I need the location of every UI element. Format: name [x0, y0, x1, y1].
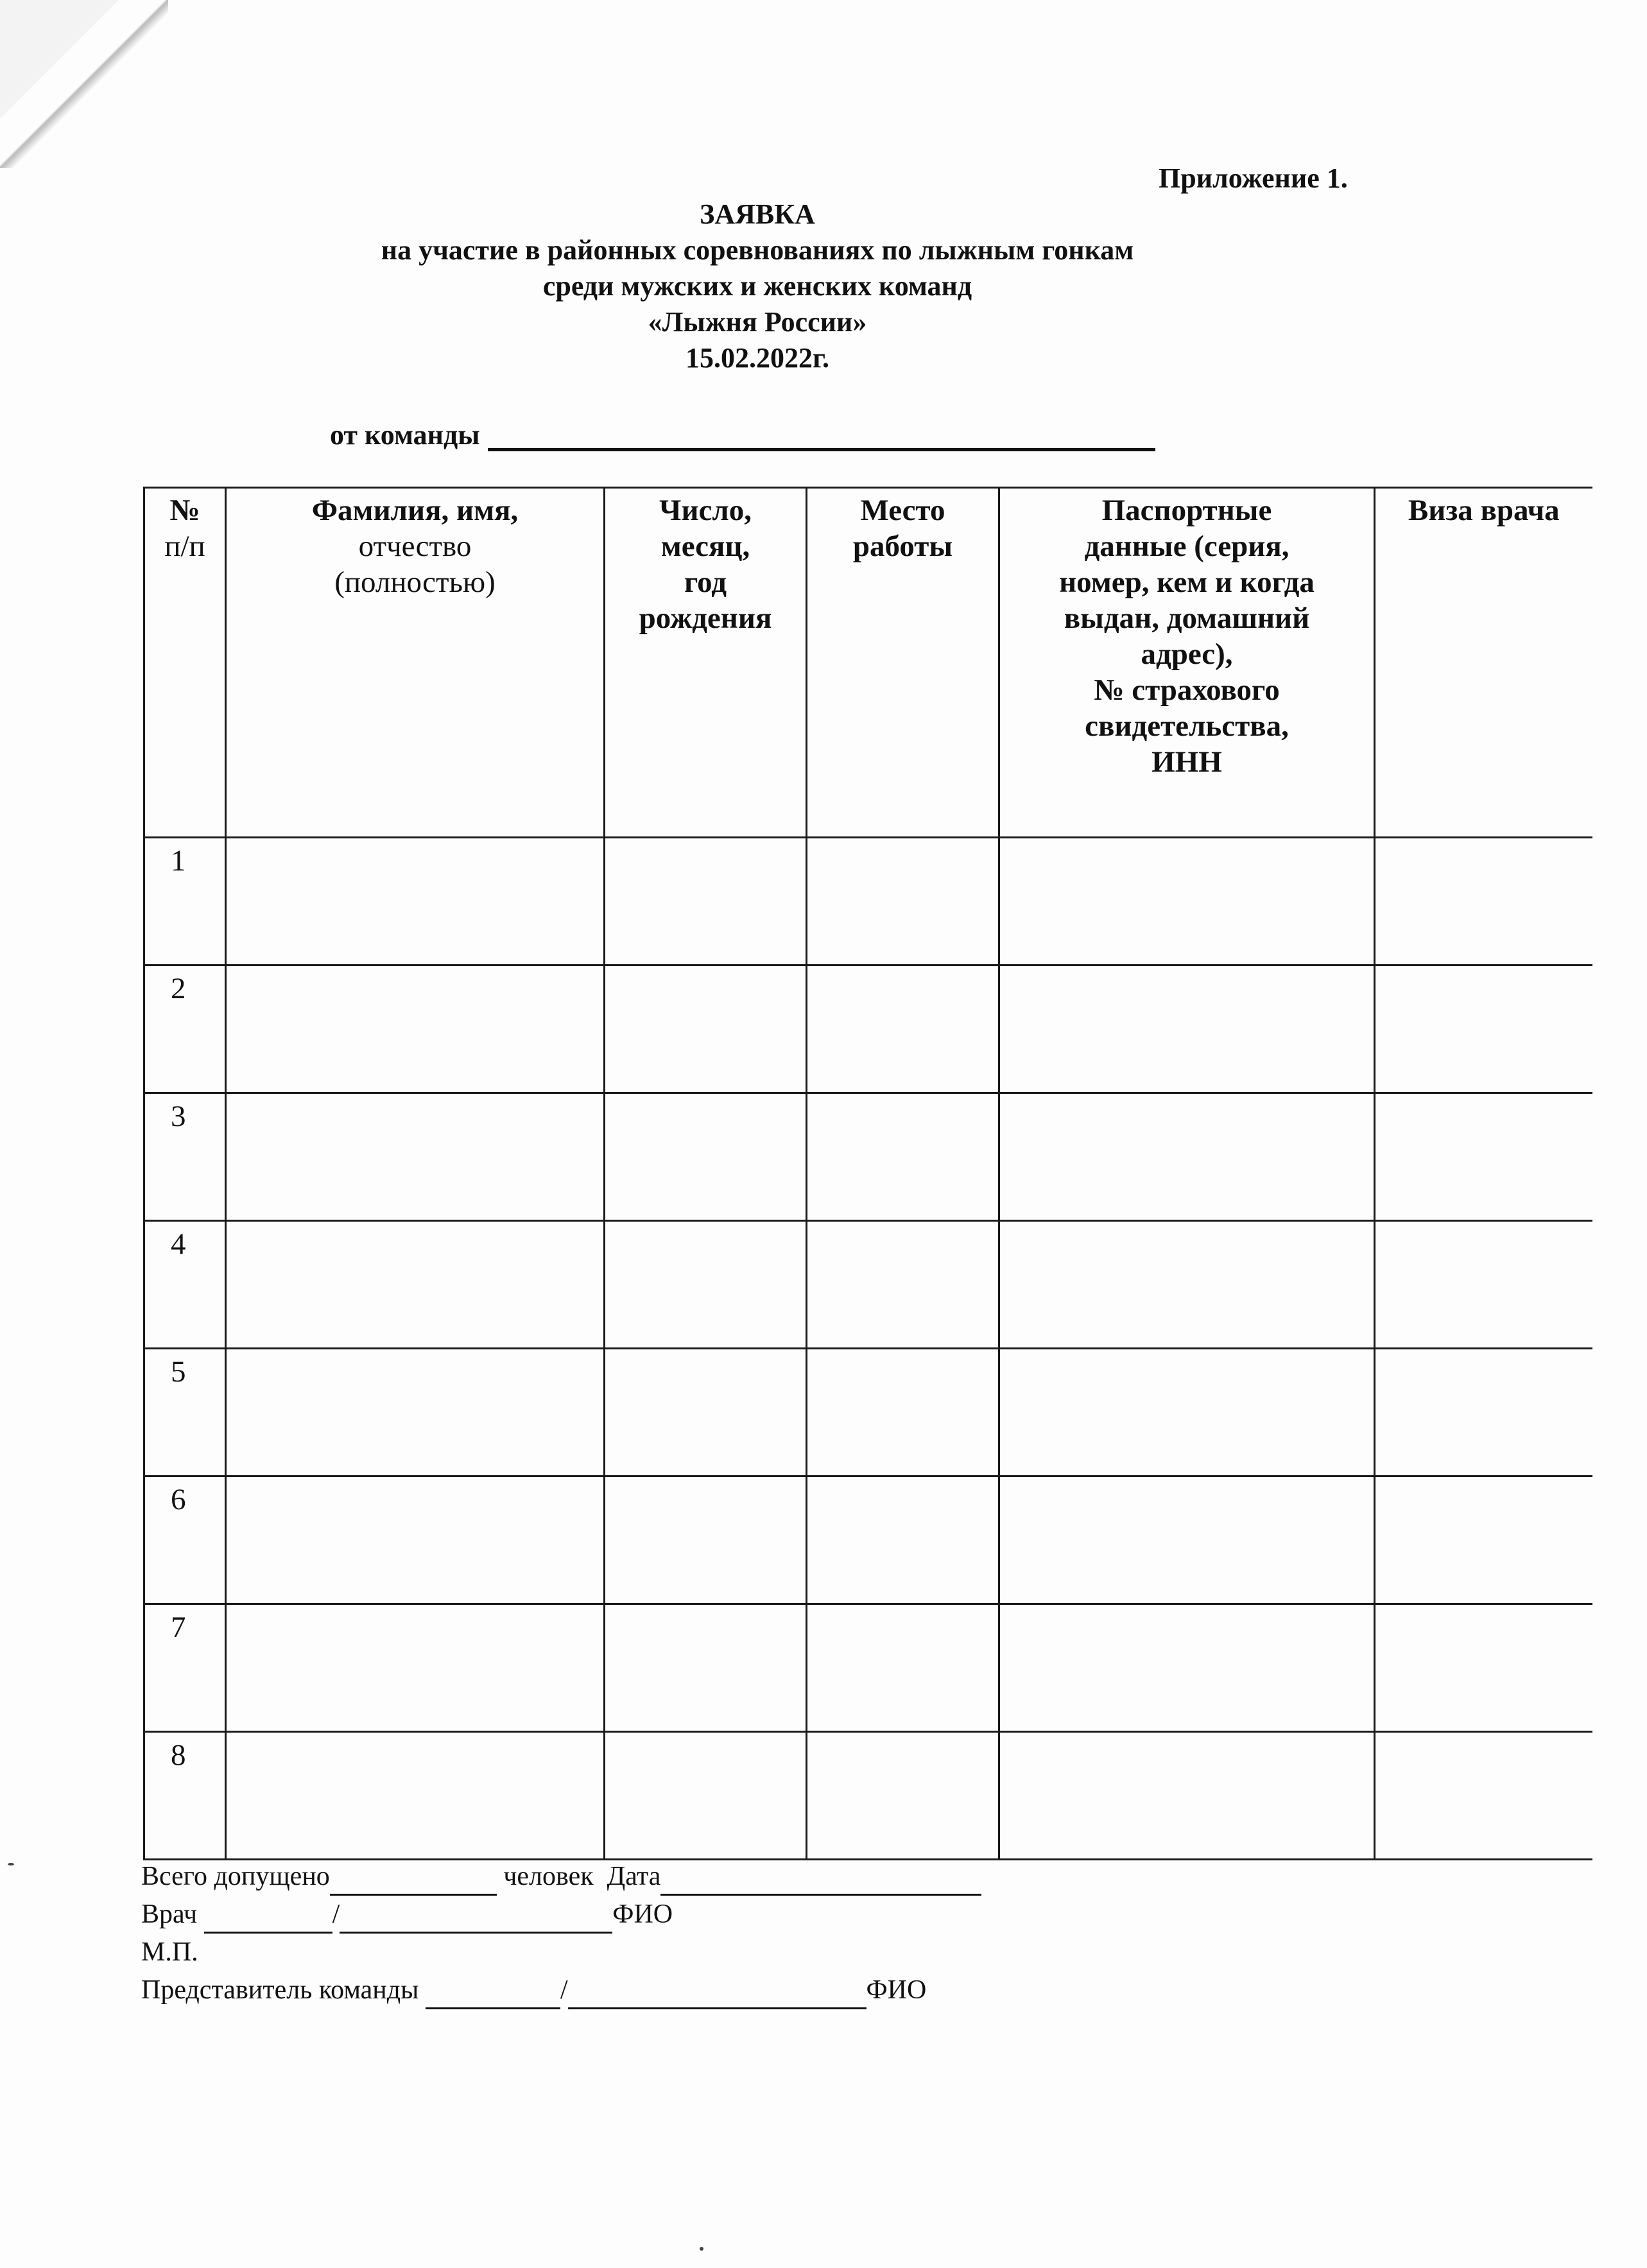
header-birth-line-3: год	[684, 566, 727, 599]
cell-birth-date[interactable]	[605, 838, 807, 965]
slash: /	[560, 1975, 568, 2005]
cell-doctor-visa[interactable]	[1375, 1604, 1592, 1732]
cell-workplace[interactable]	[807, 1476, 999, 1604]
document-title: ЗАЯВКА	[700, 198, 815, 230]
row-number: 8	[144, 1732, 226, 1860]
stamp-label: М.П.	[141, 1937, 198, 1967]
team-label: от команды	[330, 419, 480, 451]
row-number: 1	[144, 838, 226, 965]
table-row	[144, 965, 1592, 1093]
cell-doctor-visa[interactable]	[1375, 1476, 1592, 1604]
fio-label-2: ФИО	[866, 1975, 927, 2005]
cell-name[interactable]	[226, 1732, 605, 1860]
subtitle-line-3: «Лыжня России»	[648, 306, 867, 338]
title-block	[237, 196, 1277, 376]
team-line	[330, 419, 1155, 451]
cell-birth-date[interactable]	[605, 1221, 807, 1349]
header-birth-line-1: Число,	[659, 494, 752, 527]
table-row	[144, 1221, 1592, 1349]
fio-label: ФИО	[612, 1900, 673, 1929]
header-workplace	[807, 488, 999, 838]
cell-doctor-visa[interactable]	[1375, 1093, 1592, 1221]
footer-representative-line	[141, 1971, 981, 2009]
cell-birth-date[interactable]	[605, 1604, 807, 1732]
cell-passport[interactable]	[999, 965, 1375, 1093]
header-passport-line-7: свидетельства,	[1085, 709, 1289, 743]
appendix-label: Приложение 1.	[1159, 162, 1348, 194]
cell-doctor-visa[interactable]	[1375, 838, 1592, 965]
table-row	[144, 1349, 1592, 1476]
header-birth-date	[605, 488, 807, 838]
cell-name[interactable]	[226, 1093, 605, 1221]
cell-workplace[interactable]	[807, 965, 999, 1093]
table-row	[144, 1093, 1592, 1221]
row-number: 3	[144, 1093, 226, 1221]
people-label: человек	[503, 1862, 594, 1891]
representative-signature-blank[interactable]	[426, 1986, 560, 2009]
row-number: 5	[144, 1349, 226, 1476]
header-passport-line-5: адрес),	[1141, 637, 1233, 671]
cell-workplace[interactable]	[807, 1349, 999, 1476]
admitted-count-blank[interactable]	[330, 1872, 497, 1896]
cell-passport[interactable]	[999, 1349, 1375, 1476]
cell-doctor-visa[interactable]	[1375, 1221, 1592, 1349]
table-row	[144, 1732, 1592, 1860]
row-number: 6	[144, 1476, 226, 1604]
cell-workplace[interactable]	[807, 1604, 999, 1732]
header-birth-line-2: месяц,	[660, 530, 750, 563]
cell-birth-date[interactable]	[605, 965, 807, 1093]
header-doctor-visa	[1375, 488, 1592, 838]
subtitle-line-1: на участие в районных соревнованиях по лыжным гонкам	[381, 234, 1134, 266]
date-blank[interactable]	[660, 1872, 981, 1896]
cell-doctor-visa[interactable]	[1375, 965, 1592, 1093]
cell-passport[interactable]	[999, 1604, 1375, 1732]
header-number	[144, 488, 226, 838]
scan-speck	[8, 1863, 14, 1865]
cell-workplace[interactable]	[807, 1093, 999, 1221]
cell-birth-date[interactable]	[605, 1349, 807, 1476]
header-passport-line-6: № страхового	[1094, 673, 1280, 707]
slash: /	[332, 1900, 340, 1929]
header-name-line-3: (полностью)	[334, 566, 496, 599]
cell-passport[interactable]	[999, 1093, 1375, 1221]
cell-passport[interactable]	[999, 1221, 1375, 1349]
table-header-row	[144, 488, 1592, 838]
header-passport-line-4: выдан, домашний	[1064, 602, 1310, 635]
admitted-label: Всего допущено	[141, 1862, 330, 1891]
header-number-line-1: №	[169, 494, 200, 527]
cell-name[interactable]	[226, 1221, 605, 1349]
document-date: 15.02.2022г.	[685, 342, 830, 374]
header-work-line-1: Место	[860, 494, 945, 527]
representative-label: Представитель команды	[141, 1975, 419, 2005]
table-row	[144, 838, 1592, 965]
cell-name[interactable]	[226, 1604, 605, 1732]
footer-block	[141, 1858, 981, 2009]
cell-workplace[interactable]	[807, 1732, 999, 1860]
cell-name[interactable]	[226, 965, 605, 1093]
cell-name[interactable]	[226, 1349, 605, 1476]
scan-speck	[700, 2247, 703, 2251]
cell-passport[interactable]	[999, 838, 1375, 965]
footer-doctor-line	[141, 1896, 981, 1934]
date-label: Дата	[607, 1862, 661, 1891]
cell-workplace[interactable]	[807, 838, 999, 965]
header-name-line-1: Фамилия, имя,	[311, 494, 519, 527]
cell-birth-date[interactable]	[605, 1476, 807, 1604]
row-number: 2	[144, 965, 226, 1093]
row-number: 7	[144, 1604, 226, 1732]
header-passport-line-2: данные (серия,	[1084, 530, 1289, 563]
subtitle-line-2: среди мужских и женских команд	[542, 270, 972, 302]
cell-doctor-visa[interactable]	[1375, 1349, 1592, 1476]
doctor-signature-blank[interactable]	[204, 1910, 332, 1934]
folded-corner-shadow	[0, 0, 168, 168]
representative-name-blank[interactable]	[568, 1986, 867, 2009]
cell-name[interactable]	[226, 838, 605, 965]
cell-doctor-visa[interactable]	[1375, 1732, 1592, 1860]
header-number-line-2: п/п	[164, 530, 205, 563]
header-name	[226, 488, 605, 838]
footer-admitted-line	[141, 1858, 981, 1896]
header-passport-line-3: номер, кем и когда	[1059, 566, 1315, 599]
header-work-line-2: работы	[852, 530, 953, 563]
header-passport-line-8: ИНН	[1151, 745, 1222, 779]
team-name-blank[interactable]	[488, 425, 1155, 451]
cell-birth-date[interactable]	[605, 1093, 807, 1221]
header-passport	[999, 488, 1375, 838]
cell-birth-date[interactable]	[605, 1732, 807, 1860]
table-row	[144, 1476, 1592, 1604]
cell-name[interactable]	[226, 1476, 605, 1604]
header-passport-line-1: Паспортные	[1101, 494, 1272, 527]
cell-passport[interactable]	[999, 1732, 1375, 1860]
doctor-name-blank[interactable]	[340, 1910, 612, 1934]
participants-table	[143, 487, 1592, 1860]
footer-stamp-line	[141, 1934, 981, 1971]
header-birth-line-4: рождения	[639, 602, 772, 635]
row-number: 4	[144, 1221, 226, 1349]
cell-passport[interactable]	[999, 1476, 1375, 1604]
cell-workplace[interactable]	[807, 1221, 999, 1349]
table-row	[144, 1604, 1592, 1732]
doctor-label: Врач	[141, 1900, 198, 1929]
header-visa-line-1: Виза врача	[1408, 494, 1560, 527]
header-name-line-2: отчество	[358, 530, 472, 563]
